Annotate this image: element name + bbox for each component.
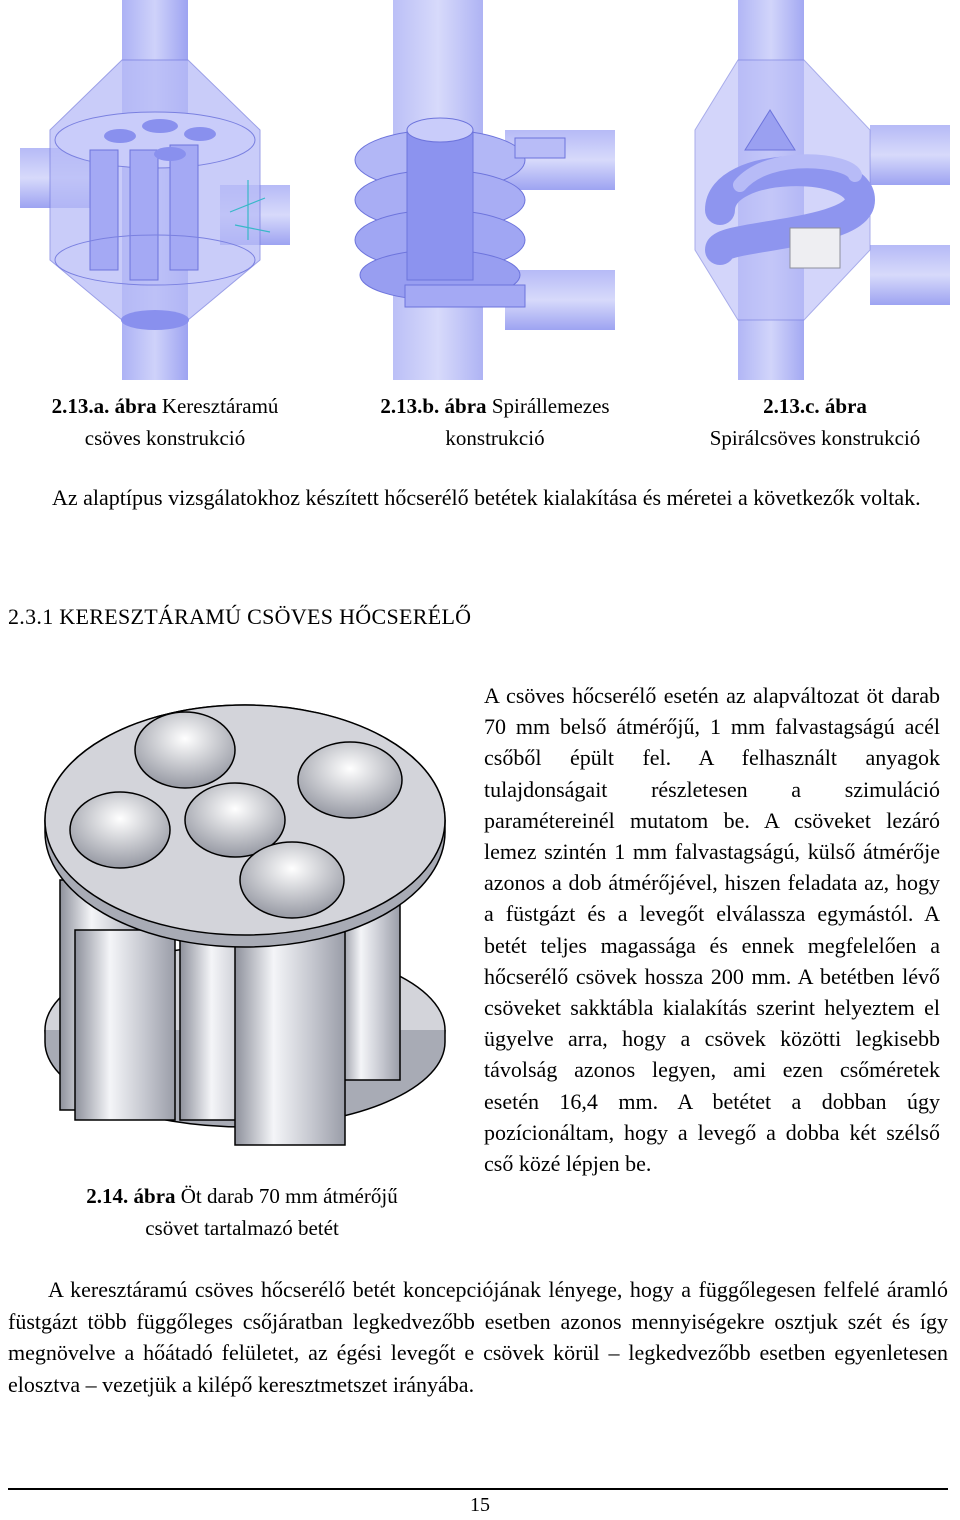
figure-number: 2.13.b. ábra [380, 394, 487, 418]
footer-divider [8, 1488, 948, 1490]
figure-2-13-b-caption [340, 390, 650, 454]
figure-2-13-a-crossflow-tubes [20, 0, 290, 380]
figure-title-line2: konstrukció [445, 426, 545, 450]
side-paragraph: A csöves hőcserélő esetén az alapváltozat öt darab 70 mm belső átmérőjű, 1 mm falvastagságú acél csőből épült fel. A felhasznált anyagok tulajdonságait részletesen a szimuláció paramétereinél mutatom be. A csöveket lezáró lemez szintén 1 mm falvastagságú, külső átmérője azonos a dob átmérőjével, hiszen feladata az, hogy a füstgázt és a levegőt elválassza egymástól. A betét teljes magassága és ennek megfelelően a hőcserélő csövek hossza 200 mm. A betétben lévő csöveket sakktábla kialakítás szerint helyeztem el ügyelve arra, hogy a csövek közötti legkisebb távolság azonos legyen, ami ezen csőméretek esetén 16,4 mm. A betétet a dobban úgy pozícionáltam, hogy a levegő a dobba két szélső cső közé lépjen be. [484, 683, 940, 1177]
bottom-paragraph: A keresztáramú csöves hőcserélő betét koncepciójának lényege, hogy a függőlegesen felfelé áramló füstgázt több függőleges csőjáratban legkedvezőbb esetben azonos mennyiségekre osztjuk szét és így megnövelve a hőátadó felületet, az égési levegőt e csövek körül – legkedvezőbb esetben egyenletesen elosztva – vezetjük a kilépő keresztmetszet irányába. [8, 1277, 948, 1397]
figure-title: Spirállemezes [491, 394, 610, 418]
figure-title: Öt darab 70 mm átmérőjű [180, 1184, 398, 1208]
figure-2-13-b-spiral-plate [345, 0, 615, 380]
figure-number: 2.13.a. ábra [51, 394, 157, 418]
figure-number: 2.14. ábra [86, 1184, 176, 1208]
figure-2-13-c-spiral-tube [680, 0, 950, 380]
section-heading: 2.3.1 KERESZTÁRAMÚ CSÖVES HŐCSERÉLŐ [8, 604, 472, 629]
page-number: 15 [470, 1494, 490, 1516]
figure-number: 2.13.c. ábra [763, 394, 867, 418]
figure-2-14-caption [22, 1180, 462, 1244]
figure-title-line2: csövet tartalmazó betét [145, 1216, 339, 1240]
figure-title-line2: Spirálcsöves konstrukció [709, 426, 921, 450]
figure-2-13-a-caption [10, 390, 320, 454]
figure-2-14-five-tube-insert [30, 690, 450, 1160]
intro-paragraph: Az alaptípus vizsgálatokhoz készített hőcserélő betétek kialakítása és méretei a következők voltak. [52, 485, 921, 510]
figure-title-line2: csöves konstrukció [84, 426, 246, 450]
figure-2-13-c-caption [670, 390, 960, 454]
figure-title: Keresztáramú [161, 394, 279, 418]
